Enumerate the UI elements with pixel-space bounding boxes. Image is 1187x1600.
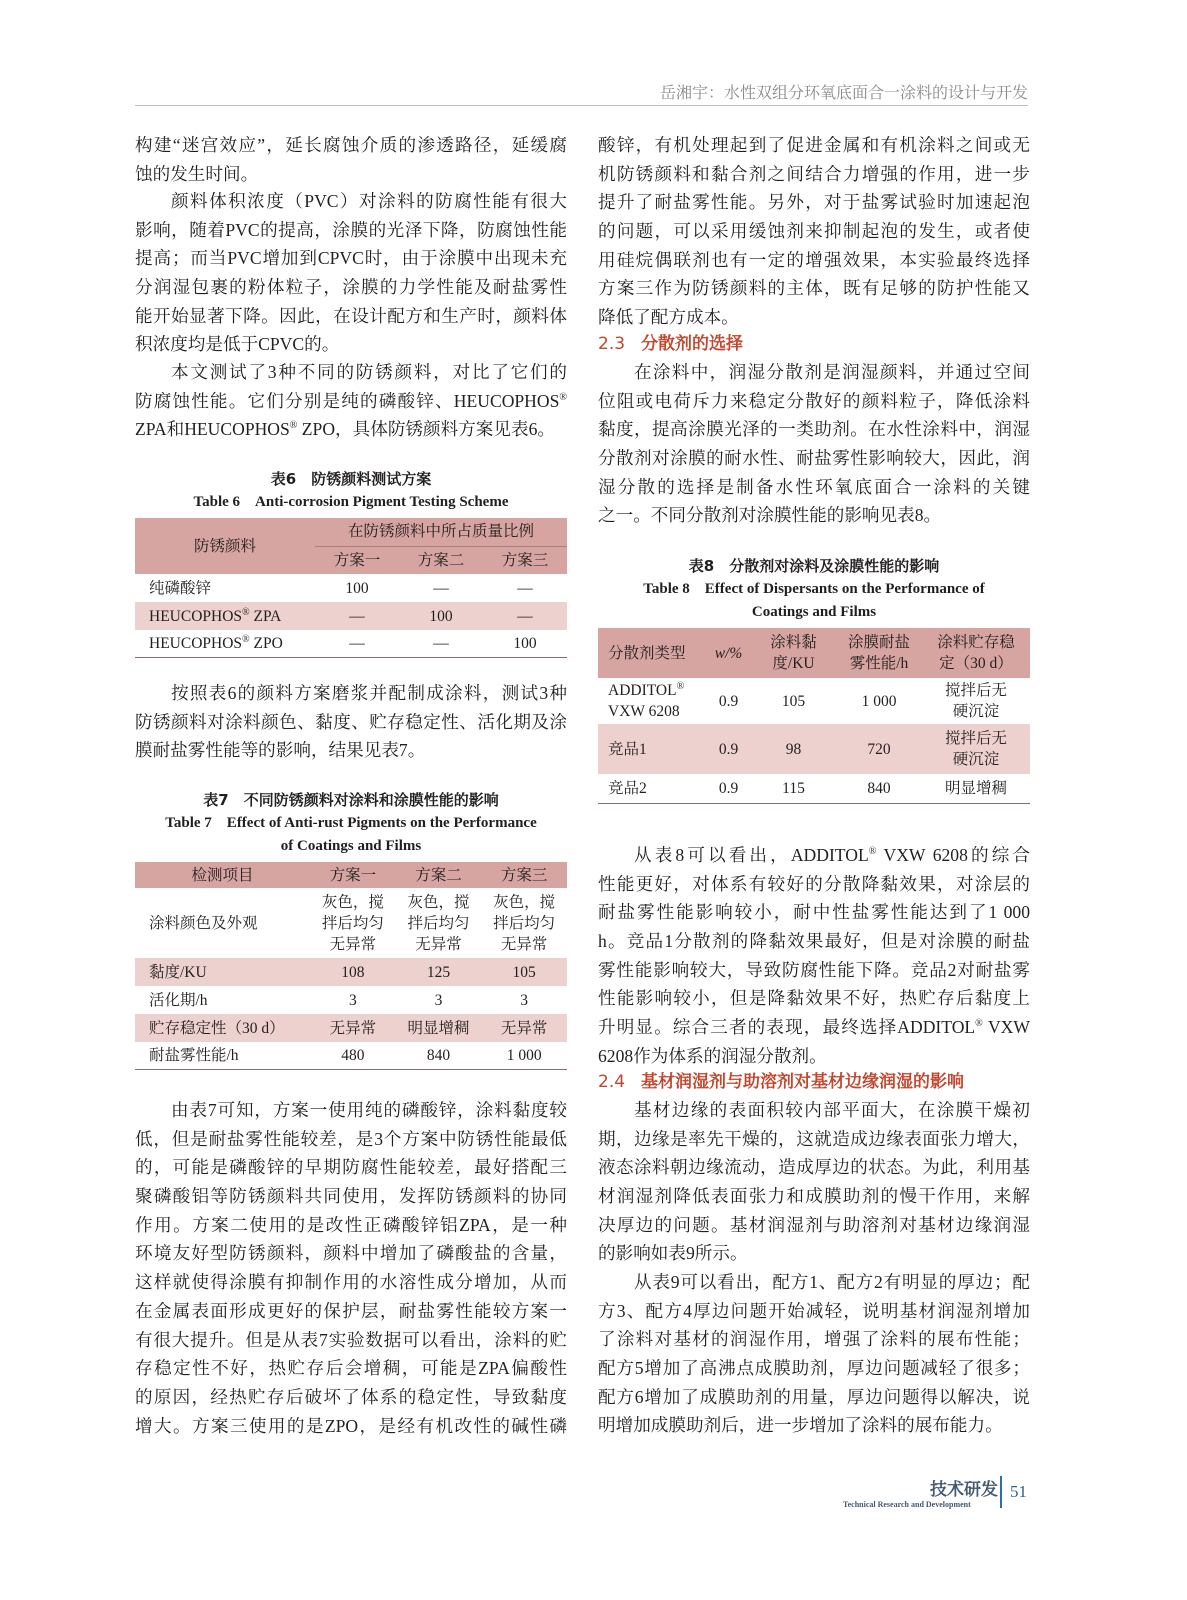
table6-col: 方案一 xyxy=(315,546,399,574)
table6 xyxy=(135,518,567,658)
text-line: 膜耐盐雾性能等的影响，结果见表7。 xyxy=(135,740,426,761)
footer-section-en: Technical Research and Development xyxy=(843,1500,971,1509)
text-line: 环境友好型防锈颜料，颜料中增加了磷酸盐的含量， xyxy=(135,1243,567,1264)
cell: 活化期/h xyxy=(149,991,208,1009)
table8-head: 涂料贮存稳定（30 d） xyxy=(937,634,1015,672)
text-line: 之一。不同分散剂对涂膜性能的影响见表8。 xyxy=(598,505,942,526)
cell: 100 xyxy=(345,579,369,597)
text-line: 方3、配方4厚边问题开始减轻，说明基材润湿剂增加 xyxy=(598,1300,1030,1321)
text-line: 按照表6的颜料方案磨浆并配制成涂料，测试3种 xyxy=(171,683,567,703)
cell: 搅拌后无硬沉淀 xyxy=(944,730,1007,768)
text-line: 决厚边的问题。基材润湿剂与助溶剂对基材边缘润湿 xyxy=(598,1214,1030,1235)
paragraph xyxy=(135,679,567,765)
text-line: 配方5增加了高沸点成膜助剂，厚边问题减轻了很多； xyxy=(598,1358,1030,1379)
cell: — xyxy=(517,607,533,625)
cell: — xyxy=(433,634,449,652)
section-number: 2.3 xyxy=(598,334,626,354)
cell: 无异常 xyxy=(500,1019,548,1037)
text-line: 聚磷酸铝等防锈颜料共同使用，发挥防锈颜料的协同 xyxy=(135,1186,567,1207)
text-line: 性能更好，对体系有较好的分散降黏效果，对涂层的 xyxy=(598,873,1030,894)
cell: 105 xyxy=(781,692,806,710)
cell: 3 xyxy=(348,991,357,1009)
table8-caption-cn: 表8 分散剂对涂料及涂膜性能的影响 xyxy=(688,557,940,575)
cell: 贮存稳定性（30 d） xyxy=(149,1019,285,1037)
cell: 100 xyxy=(513,634,537,652)
cell: 0.9 xyxy=(718,779,739,797)
text-line: 性能影响较小，但是降黏效果不好，热贮存后黏度上 xyxy=(598,988,1030,1009)
text-line: 湿分散的选择是制备水性环氧底面合一涂料的关键 xyxy=(598,476,1030,497)
text-line: 的问题，可以采用缓蚀剂来抑制起泡的发生，或者使 xyxy=(598,221,1030,242)
footer-section-cn: 技术研发 xyxy=(930,1480,998,1500)
table7-head: 方案二 xyxy=(415,866,462,884)
table7-caption xyxy=(135,789,567,858)
cell: 3 xyxy=(520,991,529,1009)
text-line: h。竞品1分散剂的降黏效果最好，但是对涂膜的耐盐 xyxy=(598,931,1030,952)
text-line: 方案三作为防锈颜料的主体，既有足够的防护性能又 xyxy=(598,278,1030,299)
paragraph xyxy=(598,131,1030,332)
cell: 0.9 xyxy=(718,740,739,758)
table7 xyxy=(135,862,567,1070)
text-line: 由表7可知，方案一使用纯的磷酸锌，涂料黏度较 xyxy=(171,1100,567,1120)
text-line: 的原因，经热贮存后破坏了体系的稳定性，导致黏度 xyxy=(135,1386,567,1407)
text-line: 分散剂对涂膜的耐水性、耐盐雾性影响较大，因此，润 xyxy=(598,448,1030,469)
table-row xyxy=(135,574,567,602)
table7-caption-en: Table 7 Effect of Anti-rust Pigments on the Performance xyxy=(165,815,537,831)
cell: 125 xyxy=(426,963,451,981)
table8-head: w/% xyxy=(714,644,743,662)
table-row xyxy=(135,888,567,958)
text-line: 防锈颜料对涂料颜色、黏度、贮存稳定性、活化期及涂 xyxy=(135,711,567,732)
cell: 100 xyxy=(429,607,453,625)
footer-divider xyxy=(1000,1476,1002,1508)
cell: — xyxy=(433,579,449,597)
text-line: 的，可能是磷酸锌的早期防腐性能较差，最好搭配三 xyxy=(135,1157,567,1178)
text-line: 的影响如表9所示。 xyxy=(598,1243,748,1264)
text-line: 基材边缘的表面积较内部平面大，在涂膜干燥初 xyxy=(634,1100,1030,1120)
running-header: 岳湘宇：水性双组分环氧底面合一涂料的设计与开发 xyxy=(659,83,1028,102)
cell: 搅拌后无硬沉淀 xyxy=(944,682,1007,720)
text-line: 液态涂料朝边缘流动，造成厚边的状态。为此，利用基 xyxy=(598,1157,1030,1178)
text-line: 增大。方案三使用的是ZPO，是经有机改性的碱性磷 xyxy=(135,1415,567,1436)
cell: — xyxy=(349,607,365,625)
cell: HEUCOPHOS® ZPO xyxy=(149,633,283,652)
text-line: 在涂料中，润湿分散剂是润湿颜料，并通过空间 xyxy=(634,362,1030,382)
text-line: 这样就使得涂膜有抑制作用的水溶性成分增加，从而 xyxy=(135,1272,567,1293)
table8-head: 涂料黏度/KU xyxy=(770,634,817,672)
paragraph xyxy=(135,187,567,359)
cell: 840 xyxy=(426,1046,451,1064)
cell: 灰色，搅拌后均匀无异常 xyxy=(321,893,384,953)
text-line: ZPA和HEUCOPHOS® ZPO，具体防锈颜料方案见表6。 xyxy=(135,419,555,440)
table8-caption-en: Coatings and Films xyxy=(751,604,877,620)
table8-head: 分散剂类型 xyxy=(608,644,686,662)
text-line: 构建“迷宫效应”，延长腐蚀介质的渗透路径，延缓腐 xyxy=(135,135,567,155)
cell: 840 xyxy=(867,779,891,797)
text-line: 作用。方案二使用的是改性正磷酸锌铝ZPA，是一种 xyxy=(135,1214,567,1235)
table-row xyxy=(598,678,1030,724)
table-row xyxy=(135,958,567,986)
cell: 720 xyxy=(867,740,891,758)
text-line: 积浓度均是低于CPVC的。 xyxy=(135,334,340,355)
text-line: 期，边缘是率先干燥的，这就造成边缘表面张力增大， xyxy=(598,1128,1030,1149)
table6-head-group: 在防锈颜料中所占质量比例 xyxy=(347,523,534,541)
table-row xyxy=(598,724,1030,774)
text-line: 用硅烷偶联剂也有一定的增强效果，本实验最终选择 xyxy=(598,249,1030,270)
cell: 无异常 xyxy=(329,1019,377,1037)
section-heading-2-3 xyxy=(598,330,743,359)
cell: 灰色，搅拌后均匀无异常 xyxy=(493,893,556,953)
table8-caption xyxy=(598,555,1030,624)
table-row xyxy=(135,986,567,1014)
cell: — xyxy=(349,634,365,652)
text-line: 材润湿剂降低表面张力和成膜助剂的慢干作用，来解 xyxy=(598,1186,1030,1207)
section-title: 分散剂的选择 xyxy=(641,334,744,354)
text-line: 蚀的发生时间。 xyxy=(135,163,259,184)
cell: 3 xyxy=(434,991,443,1009)
text-line: 影响，随着PVC的提高，涂膜的光泽下降，防腐蚀性能 xyxy=(135,219,567,240)
text-line: 位阻或电荷斥力来稳定分散好的颜料粒子，降低涂料 xyxy=(598,390,1030,411)
cell: 0.9 xyxy=(718,692,739,710)
table-row xyxy=(598,774,1030,803)
paragraph xyxy=(598,841,1030,1071)
table7-caption-en: of Coatings and Films xyxy=(280,838,422,854)
table7-head: 方案三 xyxy=(500,866,548,884)
text-line: 从表9可以看出，配方1、配方2有明显的厚边；配 xyxy=(634,1272,1030,1292)
text-line: 降低了配方成本。 xyxy=(598,307,739,328)
text-line: 存稳定性不好，热贮存后会增稠，可能是ZPA偏酸性 xyxy=(135,1358,567,1379)
header-rule xyxy=(135,105,1028,106)
paragraph xyxy=(135,131,567,188)
cell: 灰色，搅拌后均匀无异常 xyxy=(407,893,470,953)
table8 xyxy=(598,628,1030,804)
section-heading-2-4 xyxy=(598,1068,964,1097)
cell: 115 xyxy=(782,779,805,797)
text-line: 配方6增加了成膜助剂的用量，厚边问题得以解决，说 xyxy=(598,1386,1030,1407)
table-row xyxy=(135,602,567,630)
cell: 98 xyxy=(785,740,802,758)
table7-caption-cn: 表7 不同防锈颜料对涂料和涂膜性能的影响 xyxy=(203,791,499,809)
cell: 明显增稠 xyxy=(407,1019,470,1037)
table7-head: 检测项目 xyxy=(191,866,254,884)
cell: 纯磷酸锌 xyxy=(149,579,212,597)
paragraph xyxy=(598,1096,1030,1268)
cell: 1 000 xyxy=(861,692,897,710)
text-line: 机防锈颜料和黏合剂之间结合力增强的作用，进一步 xyxy=(598,163,1030,184)
table6-head-item: 防锈颜料 xyxy=(193,537,256,555)
text-line: 酸锌，有机处理起到了促进金属和有机涂料之间或无 xyxy=(598,135,1030,155)
table6-col: 方案三 xyxy=(483,546,567,574)
cell: 黏度/KU xyxy=(149,963,207,981)
table-row xyxy=(135,1014,567,1042)
cell: — xyxy=(517,579,533,597)
cell: 480 xyxy=(341,1046,365,1064)
text-line: 提升了耐盐雾性能。另外，对于盐雾试验时加速起泡 xyxy=(598,192,1030,213)
text-line: 了涂料对基材的润湿作用，增强了涂料的展布性能； xyxy=(598,1329,1030,1350)
section-title: 基材润湿剂与助溶剂对基材边缘润湿的影响 xyxy=(641,1072,965,1092)
section-number: 2.4 xyxy=(598,1072,626,1092)
paragraph xyxy=(135,1096,567,1440)
cell: 竞品2 xyxy=(608,779,647,797)
text-line: 6208作为体系的润湿分散剂。 xyxy=(598,1045,827,1066)
text-line: 颜料体积浓度（PVC）对涂料的防腐性能有很大 xyxy=(171,191,567,211)
cell: 涂料颜色及外观 xyxy=(149,914,258,932)
table7-head: 方案一 xyxy=(329,866,377,884)
paragraph xyxy=(598,1268,1030,1440)
table6-caption xyxy=(135,468,567,514)
cell: HEUCOPHOS® ZPA xyxy=(149,606,282,625)
text-line: 耐盐雾性能影响较小，耐中性盐雾性能达到了1 000 xyxy=(598,902,1030,923)
table6-caption-en: Table 6 Anti-corrosion Pigment Testing Scheme xyxy=(193,494,509,510)
page-number: 51 xyxy=(1010,1482,1027,1501)
text-line: 黏度，提高涂膜光泽的一类助剂。在水性涂料中，润湿 xyxy=(598,419,1030,440)
text-line: 雾性能影响较大，导致防腐性能下降。竞品2对耐盐雾 xyxy=(598,959,1030,980)
text-line: 提高；而当PVC增加到CPVC时，由于涂膜中出现未充 xyxy=(135,248,567,269)
cell: 105 xyxy=(512,963,536,981)
cell: 明显增稠 xyxy=(944,779,1007,797)
paragraph xyxy=(135,358,567,444)
text-line: 能开始显著下降。因此，在设计配方和生产时，颜料体 xyxy=(135,305,567,326)
text-line: 有很大提升。但是从表7实验数据可以看出，涂料的贮 xyxy=(135,1329,567,1350)
cell: 竞品1 xyxy=(608,740,647,758)
cell: ADDITOL® VXW 6208 xyxy=(608,680,685,720)
text-line: 升明显。综合三者的表现，最终选择ADDITOL® VXW xyxy=(598,1017,1030,1038)
table-row xyxy=(135,630,567,657)
table8-head: 涂膜耐盐雾性能/h xyxy=(847,634,910,672)
text-line: 本文测试了3种不同的防锈颜料，对比了它们的 xyxy=(171,362,567,382)
paragraph xyxy=(598,358,1030,530)
text-line: 防腐蚀性能。它们分别是纯的磷酸锌、HEUCOPHOS® xyxy=(135,390,567,411)
cell: 1 000 xyxy=(506,1046,542,1064)
table8-caption-en: Table 8 Effect of Dispersants on the Performance of xyxy=(643,581,985,597)
table6-col: 方案二 xyxy=(399,546,483,574)
text-line: 明增加成膜助剂后，进一步增加了涂料的展布能力。 xyxy=(598,1415,1003,1436)
text-line: 从表8可以看出，ADDITOL® VXW 6208的综合 xyxy=(634,845,1030,865)
cell: 108 xyxy=(341,963,365,981)
table6-caption-cn: 表6 防锈颜料测试方案 xyxy=(270,470,432,488)
text-line: 低，但是耐盐雾性能较差，是3个方案中防锈性能最低 xyxy=(135,1128,567,1149)
table-row xyxy=(135,1042,567,1069)
text-line: 在金属表面形成更好的保护层，耐盐雾性能较方案一 xyxy=(135,1300,567,1321)
text-line: 分润湿包裹的粉体粒子，涂膜的力学性能及耐盐雾性 xyxy=(135,277,567,298)
cell: 耐盐雾性能/h xyxy=(149,1046,239,1064)
